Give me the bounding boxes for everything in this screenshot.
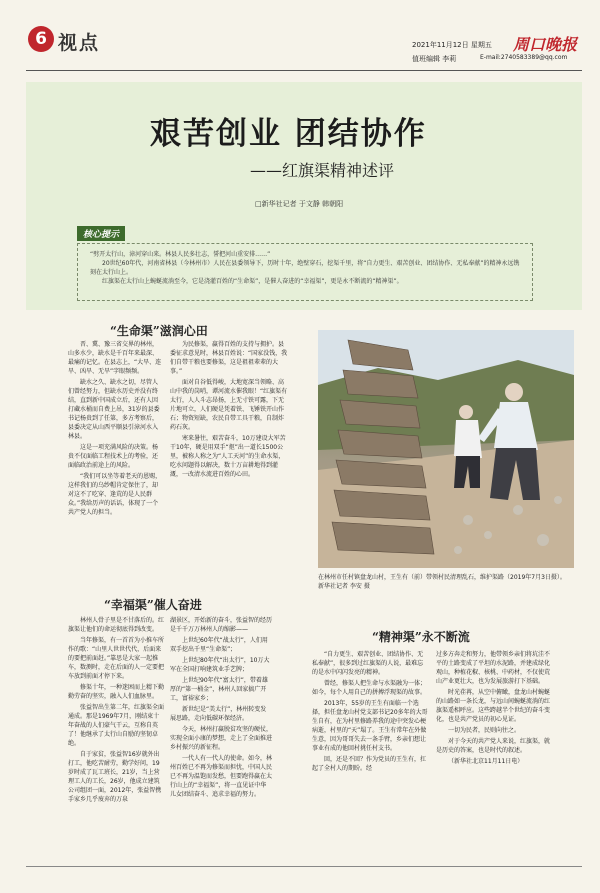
paragraph: 新世纪是“美太行”，林州转变发展思路，走向低碳环保经济。 bbox=[170, 706, 267, 722]
paragraph: 寒来暑往，艰苦奋斗，10万建设大军苦干10年，硬是用双手“抠”出一道长1500公里，被称人称之为“人工天河”的生命水渠，吃水问题得以解决，数十万亩耕地得到灌溉，一改清水流进百姓的心田。 bbox=[170, 435, 286, 478]
paragraph: 晋、冀、豫三省交界的林州，山多水少，缺水是千百年来最深、最痛的记忆。在县志上，“大旱、连旱、凶旱、无旱”字眼频频。 bbox=[68, 341, 162, 375]
paragraph: 自于家贫，张益智16岁就外出打工，他吃苦耐劳，勤学好问，19岁时成了瓦工班长，21岁，当上营理工人的工长，26岁，他成立建筑公司组团一面，2012年，张益智携手家乡几乎废弃的万泉 bbox=[68, 751, 162, 803]
paragraph: 曾经，修渠人把生命与水渠融为一体；如今，每个人用自己的拼搏浮现渠的故事。 bbox=[312, 680, 427, 696]
paragraph: 上世纪90年代“富太行”，带着雄厚的“第一桶金”，林州人回家搞广开工，富裕家乡； bbox=[170, 677, 268, 702]
paragraph: 上世纪60年代“战太行”，人们用双手挖出千里“生命渠”； bbox=[170, 637, 268, 653]
masthead-logo: 周口晚报 bbox=[513, 35, 578, 54]
core-tip-line: 20世纪60年代，河南省林县（今林州市）人民在县委领导下，历时十年，绝壁穿石，挖渠千里，将“自力更生、艰苦创业、团结协作、无私奉献”的精神永远镌刻在太行山上。 bbox=[90, 260, 520, 276]
paragraph: 回，还是不回？作为党员的王生有，扛起了全村人的期盼。经 bbox=[312, 756, 427, 772]
paragraph: 这是一项充满风险的决策。杨贵不仅面临工程技术上的考验，还面临政治前途上的风险。 bbox=[68, 444, 159, 469]
core-tip-line: 红旗渠在太行山上蜿蜒流淌至今，它是浇灌百姓的“生命渠”，是催人奋进的“幸福渠”，更是永不断流的“精神渠”。 bbox=[102, 278, 403, 285]
article-subtitle: ——红旗渠精神述评 bbox=[250, 161, 395, 180]
header-editor: 值班编辑 李莉 bbox=[412, 55, 457, 63]
photo-illustration bbox=[318, 330, 574, 568]
paragraph: 张益智出生第二年，红旗渠全面通成。那是1969年7月，刚结束十年奋战的人们豪气干云，互称自英了！他继承了太行山自励的坚韧卓绝。 bbox=[68, 704, 164, 747]
header-rule bbox=[26, 70, 582, 71]
core-tip-text bbox=[90, 250, 524, 286]
paragraph: 上世纪80年代“出太行”，10万大军在全国打响建筑业手艺牌； bbox=[170, 657, 270, 673]
core-tip-label: 核心提示 bbox=[77, 226, 125, 241]
core-tip-line: “劈开太行山，漳河穿山来。林县人民多壮志，誓把河山重安排……” bbox=[90, 251, 271, 258]
section-heading-life-canal: “生命渠”滋润心田 bbox=[110, 324, 208, 338]
section3-col2 bbox=[436, 650, 552, 858]
news-photo bbox=[318, 330, 574, 568]
paragraph: 林州人骨子里是不甘落后的。红旗渠让他们的命运彻底得到改变。 bbox=[68, 617, 164, 633]
paragraph: 面对自谷低得峻，大地宽深当领略、高山中我的岗哨，谭河流水催我眼！“红旗渠有太行，人人斗志昂扬，上无寸铁可露，下无片地可立，人们硬是凭着铁、飞锤铁开山作石；物资短缺，农民自带工具干粮，自制炸药石灰。 bbox=[170, 379, 288, 431]
paragraph: 一代人有一代人的使命。如今，林州百姓已不再为修渠而担忧，中国人民已不再为温饱而发愁，但要跑得赢在太行山上的“幸福渠”，将一直见证中华儿女团结奋斗、追求幸福的努力。 bbox=[170, 755, 272, 798]
paragraph: “自力更生、艰苦创业、团结协作、无私奉献”，很多到过红旗渠的人说，最难忘的是水中闪闪发亮的精神。 bbox=[312, 651, 424, 676]
paragraph: 为民修渠，赢得百姓的支持与拥护。县委征求意见时，林县百姓说：“国家没钱，我们自带干粮也要修渠，这是祖祖辈辈的大事。” bbox=[170, 341, 288, 375]
paragraph: 今天，林州打赢脱贫攻坚的硬仗，实现全面小康的梦想，走上了全面推进乡村振兴的新征程。 bbox=[170, 726, 272, 751]
bottom-rule bbox=[26, 866, 582, 867]
paragraph: 修渠十年，一种迷困而上精下勤勤劳奋的坚实，融入人们血脉里。 bbox=[68, 684, 164, 700]
paragraph: 湖景区，开始新的奋斗，张益智的经历是千千万万林州人的缩影—— bbox=[170, 617, 272, 633]
photo-caption: 在林州市任村镇盘龙山村，王生有（前）带领村民清理乱石，维护渠路（2019年7月3日摄）。新华社记者 李安 摄 bbox=[318, 574, 566, 590]
section2-col2 bbox=[170, 616, 272, 852]
byline: □新华社记者 于文静 韩朝阳 bbox=[255, 200, 344, 208]
section2-col1 bbox=[68, 616, 164, 852]
section-name: 视点 bbox=[58, 32, 101, 54]
paragraph: 2013年，55岁的王生有面临一个选择，担任盘龙山村党支部书记20多年的大哥生自有，在为村里修路养我的途中突发心梗病逝，村里的“天”塌了。王生有常年在外做生意，因为哥哥失去一条手臂，乡亲们想让事业有成的他回村挑任村支书。 bbox=[312, 700, 428, 752]
page-number-badge: 6 bbox=[28, 26, 54, 52]
paragraph: 缺水之久、缺水之切，尽管人们曾经努力，但缺水历史并没有终结，直到新中国成立后，还有人因打藏水桶而自费上吊，31岁的县委书记杨贵到了任第，多方考察后，县委决定从山西平顺县引漳河水入林县。 bbox=[68, 379, 160, 440]
section-heading-happiness-canal: “幸福渠”催人奋进 bbox=[104, 598, 202, 612]
paragraph: “我们可以坐等着老天的恩赐，这样我们的乌纱帽肯定保住了，却对这不了吃穿、逢荒的是人民群众。”我给历声的话话，体现了一个共产党人的担当。 bbox=[68, 473, 162, 516]
section1-col1 bbox=[68, 340, 162, 564]
paragraph: 时光荏苒，从空中俯瞰，盘龙山村蜿蜒的山路如一条长龙，与远山间蜿蜒流淌的红旗渠遥相呼应。这些跨越半个世纪的奋斗变化，也是共产党员的初心见证。 bbox=[436, 689, 551, 723]
paragraph: （新华社北京11月11日电） bbox=[448, 758, 524, 765]
paragraph: 当年修渠，有一首首为小推车所作的歌：“山里人世世代代，后面来的要把前面赶。”靠思是大家一起推车，数测时，走在后面的人一定要把车放到前面才停下来。 bbox=[68, 637, 164, 680]
header-date: 2021年11月12日 星期五 bbox=[412, 41, 492, 49]
section-heading-spirit-canal: “精神渠”永不断流 bbox=[372, 630, 470, 644]
paragraph: 过多方奔走和努力，他带领乡亲们将坑洼不平的土路变成了平坦的水泥路，并建成绿化观山，种植花椒、核桃、中药材，不仅使荒山产业更壮大，也为发展旅游打下基础。 bbox=[436, 651, 551, 685]
paragraph: 对于今天的共产党人来说，红旗渠，就是历史的答案，也是时代的叙述。 bbox=[436, 738, 551, 754]
section3-col1 bbox=[312, 650, 428, 858]
header-email: E-mail:2740583389@qq.com bbox=[480, 54, 568, 61]
article-title: 艰苦创业 团结协作 bbox=[150, 116, 427, 152]
paragraph: 一切为民者，民则向往之。 bbox=[448, 727, 521, 734]
section1-col2 bbox=[170, 340, 288, 564]
